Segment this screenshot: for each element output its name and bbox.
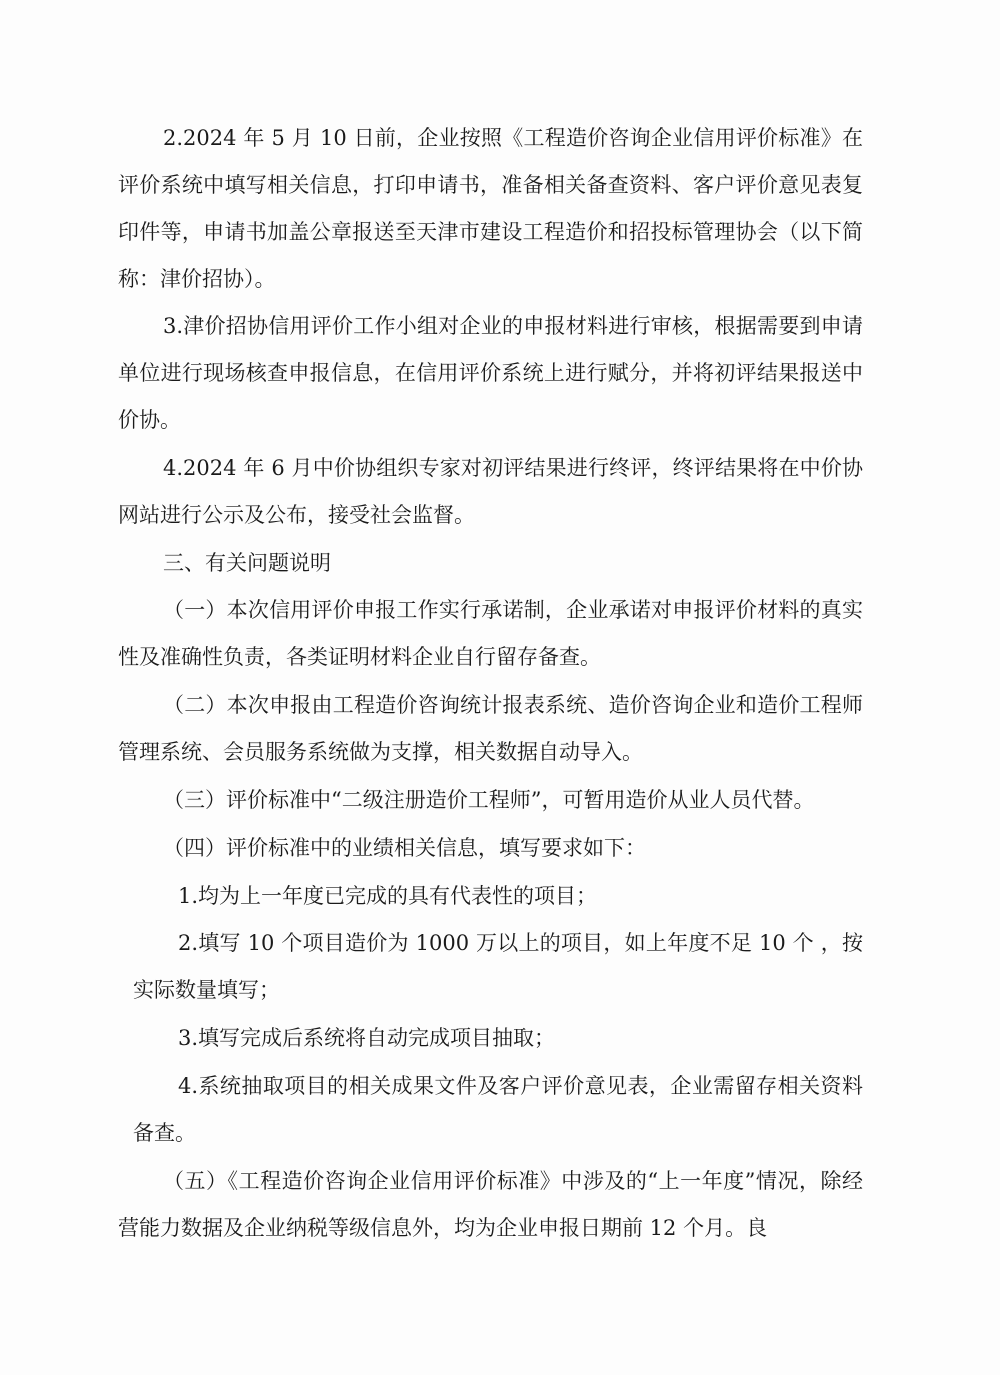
sub-item-2: 2.填写 10 个项目造价为 1000 万以上的项目，如上年度不足 10 个 ，按实际数量填写； <box>133 931 863 1002</box>
paragraph-step-4: 4.2024 年 6 月中价协组织专家对初评结果进行终评，终评结果将在中价协网站进行公示及公布，接受社会监督。 <box>118 456 863 527</box>
sub-item-4: 4.系统抽取项目的相关成果文件及客户评价意见表，企业需留存相关资料备查。 <box>133 1074 863 1145</box>
paragraph-step-3: 3.津价招协信用评价工作小组对企业的申报材料进行审核，根据需要到申请单位进行现场核查申报信息，在信用评价系统上进行赋分，并将初评结果报送中价协。 <box>118 314 863 432</box>
paragraph-item-3: （三）评价标准中“二级注册造价工程师”，可暂用造价从业人员代替。 <box>163 788 815 812</box>
sub-item-3: 3.填写完成后系统将自动完成项目抽取； <box>178 1026 556 1050</box>
paragraph-step-2: 2.2024 年 5 月 10 日前，企业按照《工程造价咨询企业信用评价标准》在评价系统中填写相关信息，打印申请书，准备相关备查资料、客户评价意见表复印件等，申请书加盖公章报送至天津市建设工程造价和招投标管理协会（以下简称：津价招协）。 <box>118 126 863 291</box>
paragraph-item-4: （四）评价标准中的业绩相关信息，填写要求如下： <box>163 836 646 860</box>
section-heading: 三、有关问题说明 <box>163 551 331 575</box>
paragraph-item-5: （五）《工程造价咨询企业信用评价标准》中涉及的“上一年度”情况，除经营能力数据及企业纳税等级信息外，均为企业申报日期前 12 个月。良 <box>118 1169 863 1240</box>
sub-item-1: 1.均为上一年度已完成的具有代表性的项目； <box>178 884 598 908</box>
paragraph-item-2: （二）本次申报由工程造价咨询统计报表系统、造价咨询企业和造价工程师管理系统、会员服务系统做为支撑，相关数据自动导入。 <box>118 693 863 764</box>
paragraph-item-1: （一）本次信用评价申报工作实行承诺制，企业承诺对申报评价材料的真实性及准确性负责，各类证明材料企业自行留存备查。 <box>118 598 863 669</box>
